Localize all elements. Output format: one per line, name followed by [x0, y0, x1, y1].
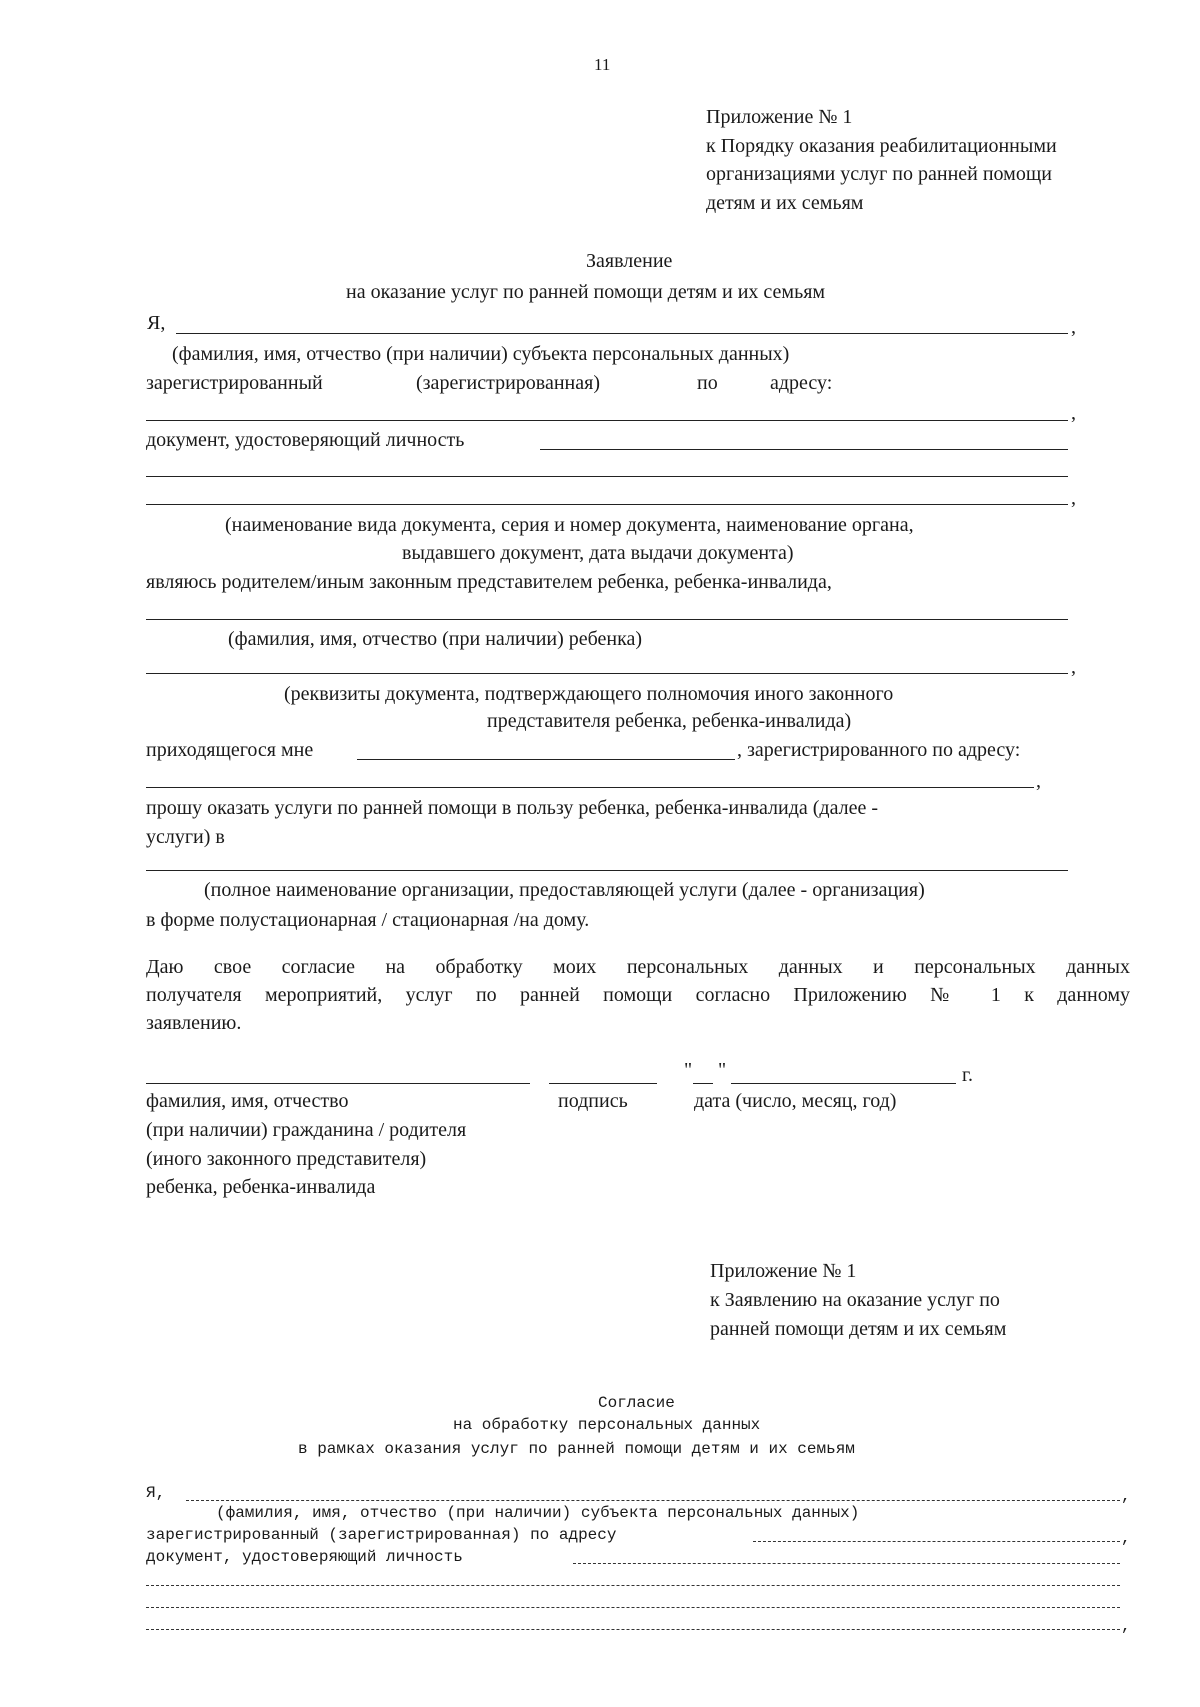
prihod-tail: , зарегистрированного по адресу:	[737, 739, 1021, 761]
address-field[interactable]	[146, 420, 1068, 421]
appendix-title: Приложение № 1	[710, 1260, 857, 1282]
comma: ,	[1121, 1487, 1131, 1505]
consent-reg-label: зарегистрированный (зарегистрированная) по адресу	[146, 1526, 617, 1544]
date-quote: "	[684, 1059, 693, 1081]
id-doc-field-2[interactable]	[146, 476, 1068, 477]
signature-caption: подпись	[558, 1090, 628, 1112]
consent-subtitle: в рамках оказания услуг по ранней помощи детям и их семьям	[298, 1440, 855, 1458]
consent-id-doc-field-2[interactable]	[146, 1585, 1120, 1586]
consent-id-doc-label: документ, удостоверяющий личность	[146, 1548, 463, 1566]
day-field[interactable]	[693, 1083, 713, 1084]
comma: ,	[1071, 656, 1076, 678]
id-doc-field[interactable]	[540, 449, 1068, 450]
consent-id-doc-field-3[interactable]	[146, 1607, 1120, 1608]
prihod-label: приходящегося мне	[146, 739, 314, 761]
consent-fio-caption: (фамилия, имя, отчество (при наличии) субъекта персональных данных)	[216, 1504, 860, 1522]
consent-subtitle: на обработку персональных данных	[453, 1416, 761, 1434]
date-quote: "	[718, 1059, 727, 1081]
appendix-line: детям и их семьям	[706, 192, 864, 214]
appendix-title: Приложение № 1	[706, 106, 853, 128]
ya-label: Я,	[146, 1484, 166, 1502]
comma: ,	[1121, 1529, 1131, 1547]
reg-word: адресу:	[770, 372, 833, 394]
consent-title: Согласие	[598, 1394, 675, 1412]
appendix-line: ранней помощи детям и их семьям	[710, 1318, 1007, 1340]
year-suffix: г.	[962, 1064, 973, 1086]
consent-paragraph-line: получателя мероприятий, услуг по ранней помощи согласно Приложению № 1 к данному	[146, 984, 1130, 1006]
form-line: в форме полустационарная / стационарная /на дому.	[146, 909, 590, 931]
consent-fio-field[interactable]	[186, 1500, 1120, 1501]
request-line: прошу оказать услуги по ранней помощи в пользу ребенка, ребенка-инвалида (далее -	[146, 797, 879, 819]
id-doc-caption: (наименование вида документа, серия и номер документа, наименование органа,	[225, 514, 914, 536]
page-number: 11	[594, 55, 611, 74]
child-caption: (фамилия, имя, отчество (при наличии) ребенка)	[228, 628, 643, 650]
org-field[interactable]	[146, 870, 1068, 871]
child-address-field[interactable]	[146, 787, 1034, 788]
id-doc-label: документ, удостоверяющий личность	[146, 429, 465, 451]
reg-word: зарегистрированный	[146, 372, 323, 394]
comma: ,	[1071, 402, 1076, 424]
signer-caption: (при наличии) гражданина / родителя	[146, 1119, 467, 1141]
parent-line: являюсь родителем/иным законным представителем ребенка, ребенка-инвалида,	[146, 571, 832, 593]
signer-name-field[interactable]	[146, 1083, 530, 1084]
comma: ,	[1036, 770, 1041, 792]
date-caption: дата (число, месяц, год)	[694, 1090, 897, 1112]
comma: ,	[1071, 487, 1076, 509]
appendix-line: к Заявлению на оказание услуг по	[710, 1289, 1000, 1311]
consent-id-doc-field[interactable]	[573, 1563, 1120, 1564]
id-doc-field-3[interactable]	[146, 504, 1068, 505]
signer-caption: фамилия, имя, отчество	[146, 1090, 349, 1112]
id-doc-caption: выдавшего документ, дата выдачи документа)	[402, 542, 794, 564]
fio-field[interactable]	[176, 333, 1068, 334]
rekv-caption: (реквизиты документа, подтверждающего полномочия иного законного	[284, 683, 894, 705]
appendix-line: организациями услуг по ранней помощи	[706, 163, 1052, 185]
signature-field[interactable]	[549, 1083, 657, 1084]
request-line: услуги) в	[146, 826, 225, 848]
signer-caption: (иного законного представителя)	[146, 1148, 427, 1170]
consent-paragraph-line: Даю свое согласие на обработку моих персональных данных и персональных данных	[146, 956, 1130, 978]
comma: ,	[1071, 316, 1076, 338]
relation-field[interactable]	[357, 759, 735, 760]
signer-caption: ребенка, ребенка-инвалида	[146, 1176, 376, 1198]
rekv-field[interactable]	[146, 673, 1068, 674]
reg-word: по	[697, 372, 718, 394]
document-subtitle: на оказание услуг по ранней помощи детям и их семьям	[346, 281, 826, 303]
child-fio-field[interactable]	[146, 619, 1068, 620]
fio-caption: (фамилия, имя, отчество (при наличии) субъекта персональных данных)	[172, 343, 790, 365]
consent-paragraph-line: заявлению.	[146, 1012, 242, 1034]
rekv-caption: представителя ребенка, ребенка-инвалида)	[487, 710, 852, 732]
document-title: Заявление	[586, 250, 673, 272]
reg-word: (зарегистрированная)	[416, 372, 600, 394]
appendix-line: к Порядку оказания реабилитационными	[706, 135, 1057, 157]
consent-id-doc-field-4[interactable]	[146, 1629, 1120, 1630]
comma: ,	[1121, 1617, 1131, 1635]
consent-address-field[interactable]	[753, 1541, 1120, 1542]
month-year-field[interactable]	[731, 1083, 956, 1084]
org-caption: (полное наименование организации, предоставляющей услуги (далее - организация)	[204, 879, 925, 901]
ya-label: Я,	[147, 312, 166, 334]
